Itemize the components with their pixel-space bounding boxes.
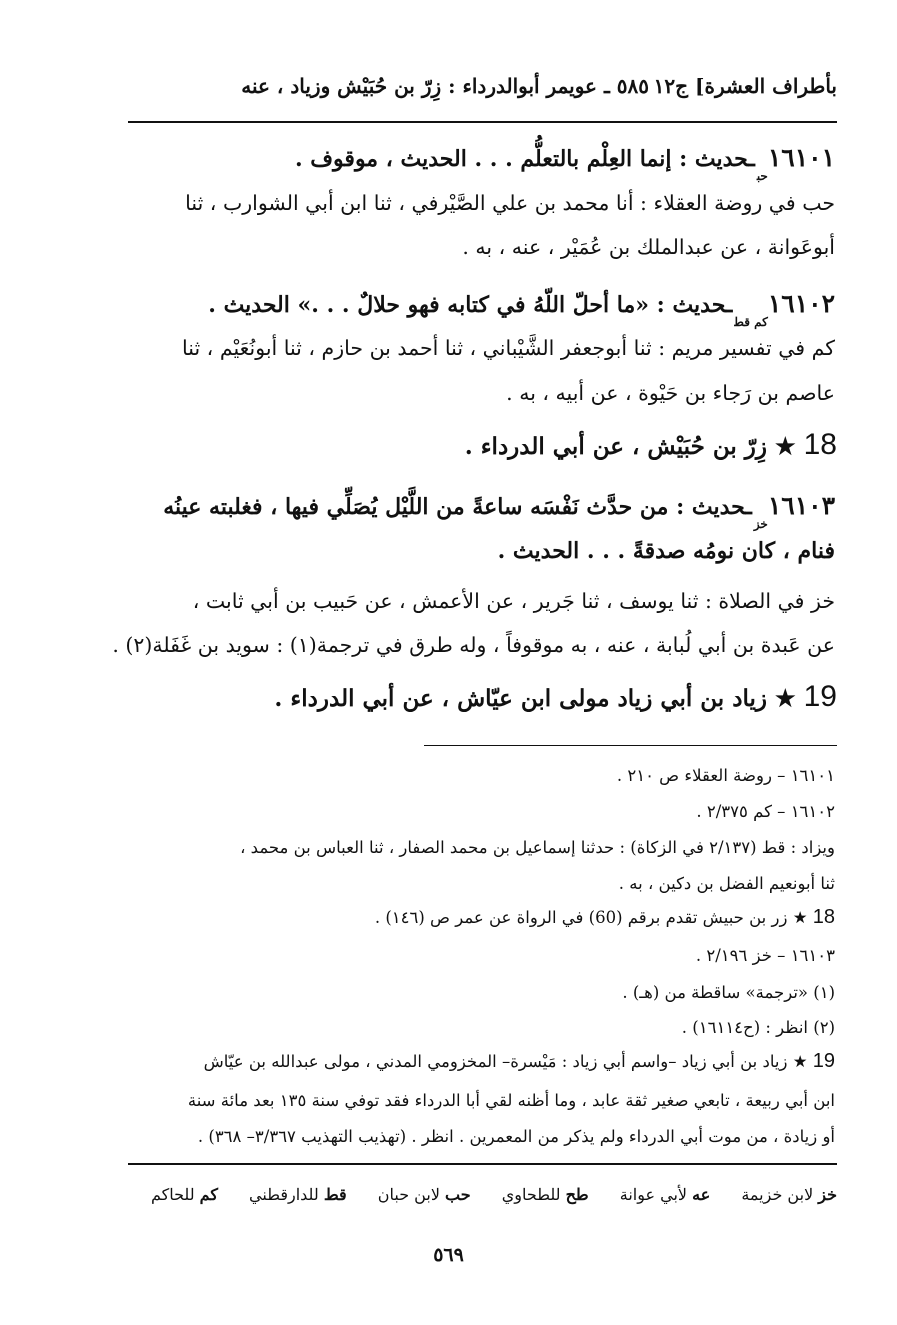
- isnad-line: حب في روضة العقلاء : أنا محمد بن علي الصَّيْرفي ، ثنا ابن أبي الشوارب ، ثنا: [185, 191, 835, 215]
- page-number: ٥٦٩: [433, 1244, 464, 1266]
- footnote-narrator-number: 19: [812, 1050, 835, 1072]
- narrator-heading: [465, 428, 837, 462]
- narrator-number: 19: [803, 680, 837, 713]
- running-head-volume: بأطراف العشرة] ج١٢: [653, 74, 837, 98]
- footnote-text: زياد بن أبي زياد –واسم أبي زياد : مَيْسرة– المخزومي المدني ، مولى عبدالله بن عيّاش: [203, 1052, 788, 1071]
- footnote-separator: [424, 745, 837, 746]
- abbr-item: خز لابن خزيمة: [741, 1185, 837, 1204]
- running-head-chapter: ٥٨٥ ـ عويمر أبوالدرداء : زِرّ بن حُبَيْش وزياد ، عنه: [241, 74, 649, 98]
- hadith-heading: [208, 289, 835, 329]
- hadith-title-continued: فنام ، كان نومُه صدقةً . . . الحديث .: [497, 538, 835, 564]
- narrator-name: زياد بن أبي زياد مولى ابن عيّاش ، عن أبي الدرداء .: [274, 685, 767, 712]
- abbr-item: قط للدارقطني: [249, 1185, 347, 1204]
- source-siglum: كم قط: [734, 315, 768, 329]
- source-siglum: خز: [753, 517, 768, 531]
- source-siglum: حب: [756, 169, 768, 183]
- footnote: ١٦١٠٣ – خز ٢/١٩٦ .: [695, 946, 835, 965]
- footnote-text: زر بن حبيش تقدم برقم (60) في الرواة عن عمر ص (١٤٦) .: [374, 908, 788, 927]
- abbreviations-rule: [128, 1163, 837, 1165]
- hadith-heading: [163, 491, 835, 531]
- narrator-heading: [274, 680, 837, 714]
- footnote: (١) «ترجمة» ساقطة من (هـ) .: [622, 983, 835, 1002]
- narrator-number: 18: [803, 428, 837, 461]
- narrator-name: زِرّ بن حُبَيْش ، عن أبي الدرداء .: [464, 433, 767, 460]
- isnad-line: عاصم بن رَجاء بن حَيْوة ، عن أبيه ، به .: [506, 381, 835, 405]
- footnote: ابن أبي ربيعة ، تابعي صغير ثقة عابد ، وما أظنه لقي أبا الدرداء فقد توفي سنة ١٣٥ بعد مائة سنة: [187, 1091, 835, 1110]
- footnote-narrator-number: 18: [812, 906, 835, 928]
- isnad-line: خز في الصلاة : ثنا يوسف ، ثنا جَرير ، عن الأعمش ، عن حَبيب بن أبي ثابت ،: [192, 589, 835, 613]
- star-icon: ★: [774, 685, 796, 712]
- footnote: ويزاد : قط (٢/١٣٧ في الزكاة) : حدثنا إسماعيل بن محمد الصفار ، ثنا العباس بن محمد ،: [240, 838, 835, 857]
- hadith-title: ـحديث : إنما العِلْم بالتعلُّم . . . الحديث ، موقوف .: [294, 146, 755, 172]
- footnote: ١٦١٠١ – روضة العقلاء ص ٢١٠ .: [616, 766, 835, 785]
- footnote: ١٦١٠٢ – كم ٢/٣٧٥ .: [696, 802, 835, 821]
- abbr-item: عه لأبي عوانة: [619, 1185, 711, 1204]
- footnote: [375, 906, 835, 929]
- footnote: (٢) انظر : (ح١٦١١٤) .: [681, 1018, 835, 1037]
- isnad-line: كم في تفسير مريم : ثنا أبوجعفر الشَّيْباني ، ثنا أحمد بن حازم ، ثنا أبونُعَيْم ، ثنا: [182, 336, 835, 360]
- footnote: [204, 1050, 835, 1073]
- abbreviations-key: [151, 1185, 837, 1204]
- hadith-title: ـحديث : «ما أحلّ اللّهُ في كتابه فهو حلالٌ . . .» الحديث .: [208, 292, 733, 318]
- hadith-number: ١٦١٠٢: [767, 289, 835, 318]
- abbr-item: حب لابن حبان: [377, 1185, 471, 1204]
- abbr-item: كم للحاكم: [150, 1185, 218, 1204]
- star-icon: ★: [792, 908, 808, 927]
- star-icon: ★: [774, 433, 796, 460]
- footnote: أو زيادة ، من موت أبي الدرداء ولم يذكر من المعمرين . انظر . (تهذيب التهذيب ٣/٣٦٧– ٣٦٨) .: [197, 1127, 835, 1146]
- abbr-item: طح للطحاوي: [501, 1185, 589, 1204]
- hadith-title: ـحديث : من حدَّث نَفْسَه ساعةً من اللَّيْل يُصَلِّي فيها ، فغلبته عينُه: [163, 494, 752, 520]
- header-rule: [128, 121, 837, 123]
- hadith-number: ١٦١٠١: [767, 143, 835, 172]
- isnad-line: أبوعَوانة ، عن عبدالملك بن عُمَيْر ، عنه ، به .: [462, 235, 835, 259]
- star-icon: ★: [792, 1052, 808, 1071]
- isnad-line: عن عَبدة بن أبي لُبابة ، عنه ، به موقوفاً ، وله طرق في ترجمة(١) : سويد بن غَفَلة(٢) .: [112, 633, 835, 657]
- footnote: ثنا أبونعيم الفضل بن دكين ، به .: [618, 874, 835, 893]
- hadith-heading: [294, 143, 835, 183]
- hadith-number: ١٦١٠٣: [767, 491, 835, 520]
